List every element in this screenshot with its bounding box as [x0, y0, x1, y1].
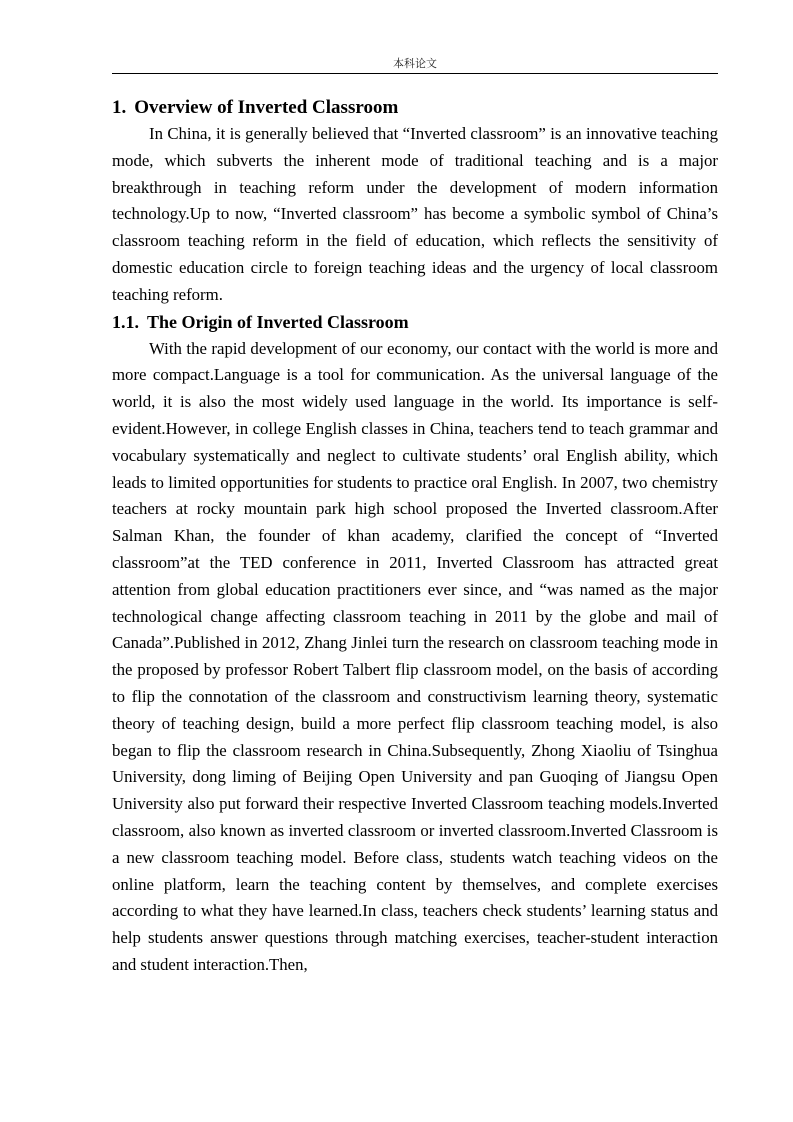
running-header: 本科论文 — [393, 57, 437, 70]
document-body — [112, 94, 718, 979]
subsection-paragraph: With the rapid development of our economy, our contact with the world is more and more compact.Language is a tool for communication. As the universal language of the world, it is also the most widely used language in the world. Its importance is self-evident.However, in college English classes in China, teachers tend to teach grammar and vocabulary systematically and neglect to cultivate students’ oral English ability, which leads to limited opportunities for students to practice oral English. In 2007, two chemistry teachers at rocky mountain park high school proposed the Inverted classroom.After Salman Khan, the founder of khan academy, clarified the concept of “Inverted classroom”at the TED conference in 2011, Inverted Classroom has attracted great attention from global education practitioners ever since, and “was named as the major technological change affecting classroom teaching in 2011 by the globe and mail of Canada”.Published in 2012, Zhang Jinlei turn the research on classroom teaching mode in the proposed by professor Robert Talbert flip classroom model, on the basis of according to flip the connotation of the classroom and constructivism learning theory, systematic theory of teaching design, build a more perfect flip classroom teaching model, is also began to flip the classroom research in China.Subsequently, Zhong Xiaoliu of Tsinghua University, dong liming of Beijing Open University and pan Guoqing of Jiangsu Open University also put forward their respective Inverted Classroom teaching models.Inverted classroom, also known as inverted classroom or inverted classroom.Inverted Classroom is a new classroom teaching model. Before class, students watch teaching videos on the online platform, learn the teaching content by themselves, and complete exercises according to what they have learned.In class, teachers check students’ learning status and help students answer questions through matching exercises, teacher-student interaction and student interaction.Then, — [112, 338, 718, 974]
section-paragraph: In China, it is generally believed that “Inverted classroom” is an innovative teaching mode, which subverts the inherent mode of traditional teaching and is a major breakthrough in teaching reform under the development of modern information technology.Up to now, “Inverted classroom” has become a symbolic symbol of China’s classroom teaching reform in the field of education, which reflects the sensitivity of domestic education circle to foreign teaching ideas and the urgency of local classroom teaching reform. — [112, 124, 718, 304]
header-divider — [112, 73, 718, 74]
section-title: Overview of Inverted Classroom — [134, 97, 399, 118]
subsection-number: 1.1. — [112, 311, 139, 332]
section-heading — [112, 94, 718, 121]
section-number: 1. — [112, 97, 127, 118]
subsection-heading — [112, 309, 718, 336]
subsection-title: The Origin of Inverted Classroom — [147, 311, 409, 332]
